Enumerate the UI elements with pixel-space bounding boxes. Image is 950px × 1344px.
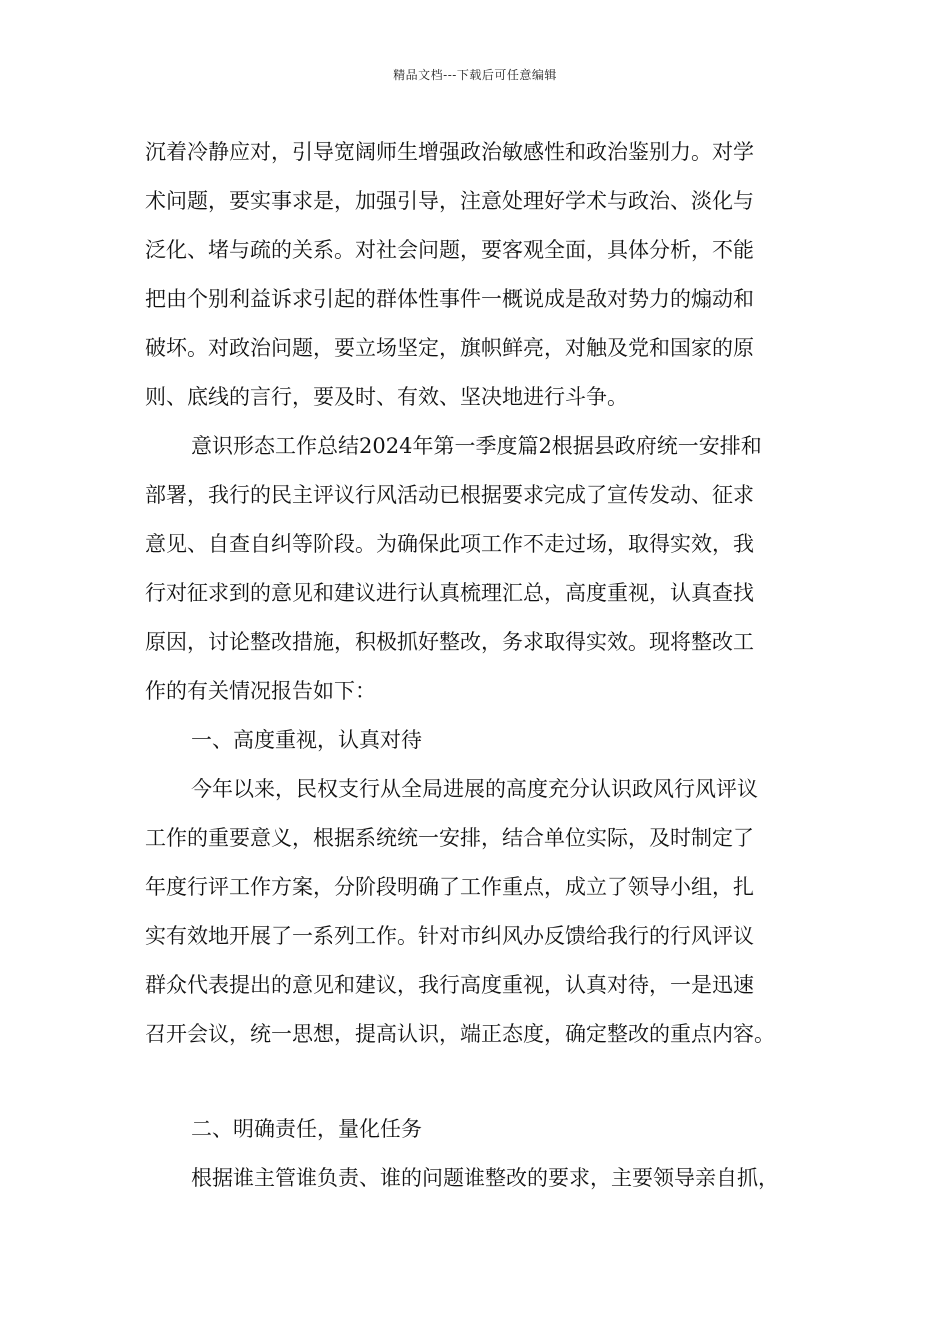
text-line: 工作的重要意义，根据系统统一安排，结合单位实际，及时制定了 — [145, 826, 754, 850]
text-line: 则、底线的言行，要及时、有效、坚决地进行斗争。 — [145, 385, 628, 409]
text-line: 泛化、堵与疏的关系。对社会问题，要客观全面，具体分析，不能 — [145, 238, 754, 262]
text-line: 部署，我行的民主评议行风活动已根据要求完成了宣传发动、征求 — [145, 483, 754, 507]
text-line: 意见、自查自纠等阶段。为确保此项工作不走过场，取得实效，我 — [145, 532, 754, 556]
text-line: 实有效地开展了一系列工作。针对市纠风办反馈给我行的行风评议 — [145, 924, 754, 948]
paragraph-start: 意识形态工作总结2024年第一季度篇2根据县政府统一安排和 — [191, 434, 762, 458]
text-line: 召开会议，统一思想，提高认识，端正态度，确定整改的重点内容。 — [145, 1022, 775, 1046]
text-line: 年度行评工作方案，分阶段明确了工作重点，成立了领导小组，扎 — [145, 875, 754, 899]
text-line: 原因，讨论整改措施，积极抓好整改，务求取得实效。现将整改工 — [145, 630, 754, 654]
document-body — [145, 128, 815, 1203]
text-line: 行对征求到的意见和建议进行认真梳理汇总，高度重视，认真查找 — [145, 581, 754, 605]
section-heading: 一、高度重视，认真对待 — [191, 728, 422, 752]
text-line: 术问题，要实事求是，加强引导，注意处理好学术与政治、淡化与 — [145, 189, 754, 213]
text-line: 群众代表提出的意见和建议，我行高度重视，认真对待，一是迅速 — [145, 973, 754, 997]
paragraph-start: 根据谁主管谁负责、谁的问题谁整改的要求，主要领导亲自抓， — [191, 1166, 779, 1190]
text-line: 沉着冷静应对，引导宽阔师生增强政治敏感性和政治鉴别力。对学 — [145, 140, 754, 164]
text-line: 把由个别利益诉求引起的群体性事件一概说成是敌对势力的煽动和 — [145, 287, 754, 311]
text-line: 作的有关情况报告如下： — [145, 679, 376, 703]
section-heading: 二、明确责任，量化任务 — [191, 1117, 422, 1141]
page-header: 精品文档---下载后可任意编辑 — [393, 68, 557, 82]
text-line: 破坏。对政治问题，要立场坚定，旗帜鲜亮，对触及党和国家的原 — [145, 336, 754, 360]
paragraph-start: 今年以来，民权支行从全局进展的高度充分认识政风行风评议 — [191, 777, 758, 801]
